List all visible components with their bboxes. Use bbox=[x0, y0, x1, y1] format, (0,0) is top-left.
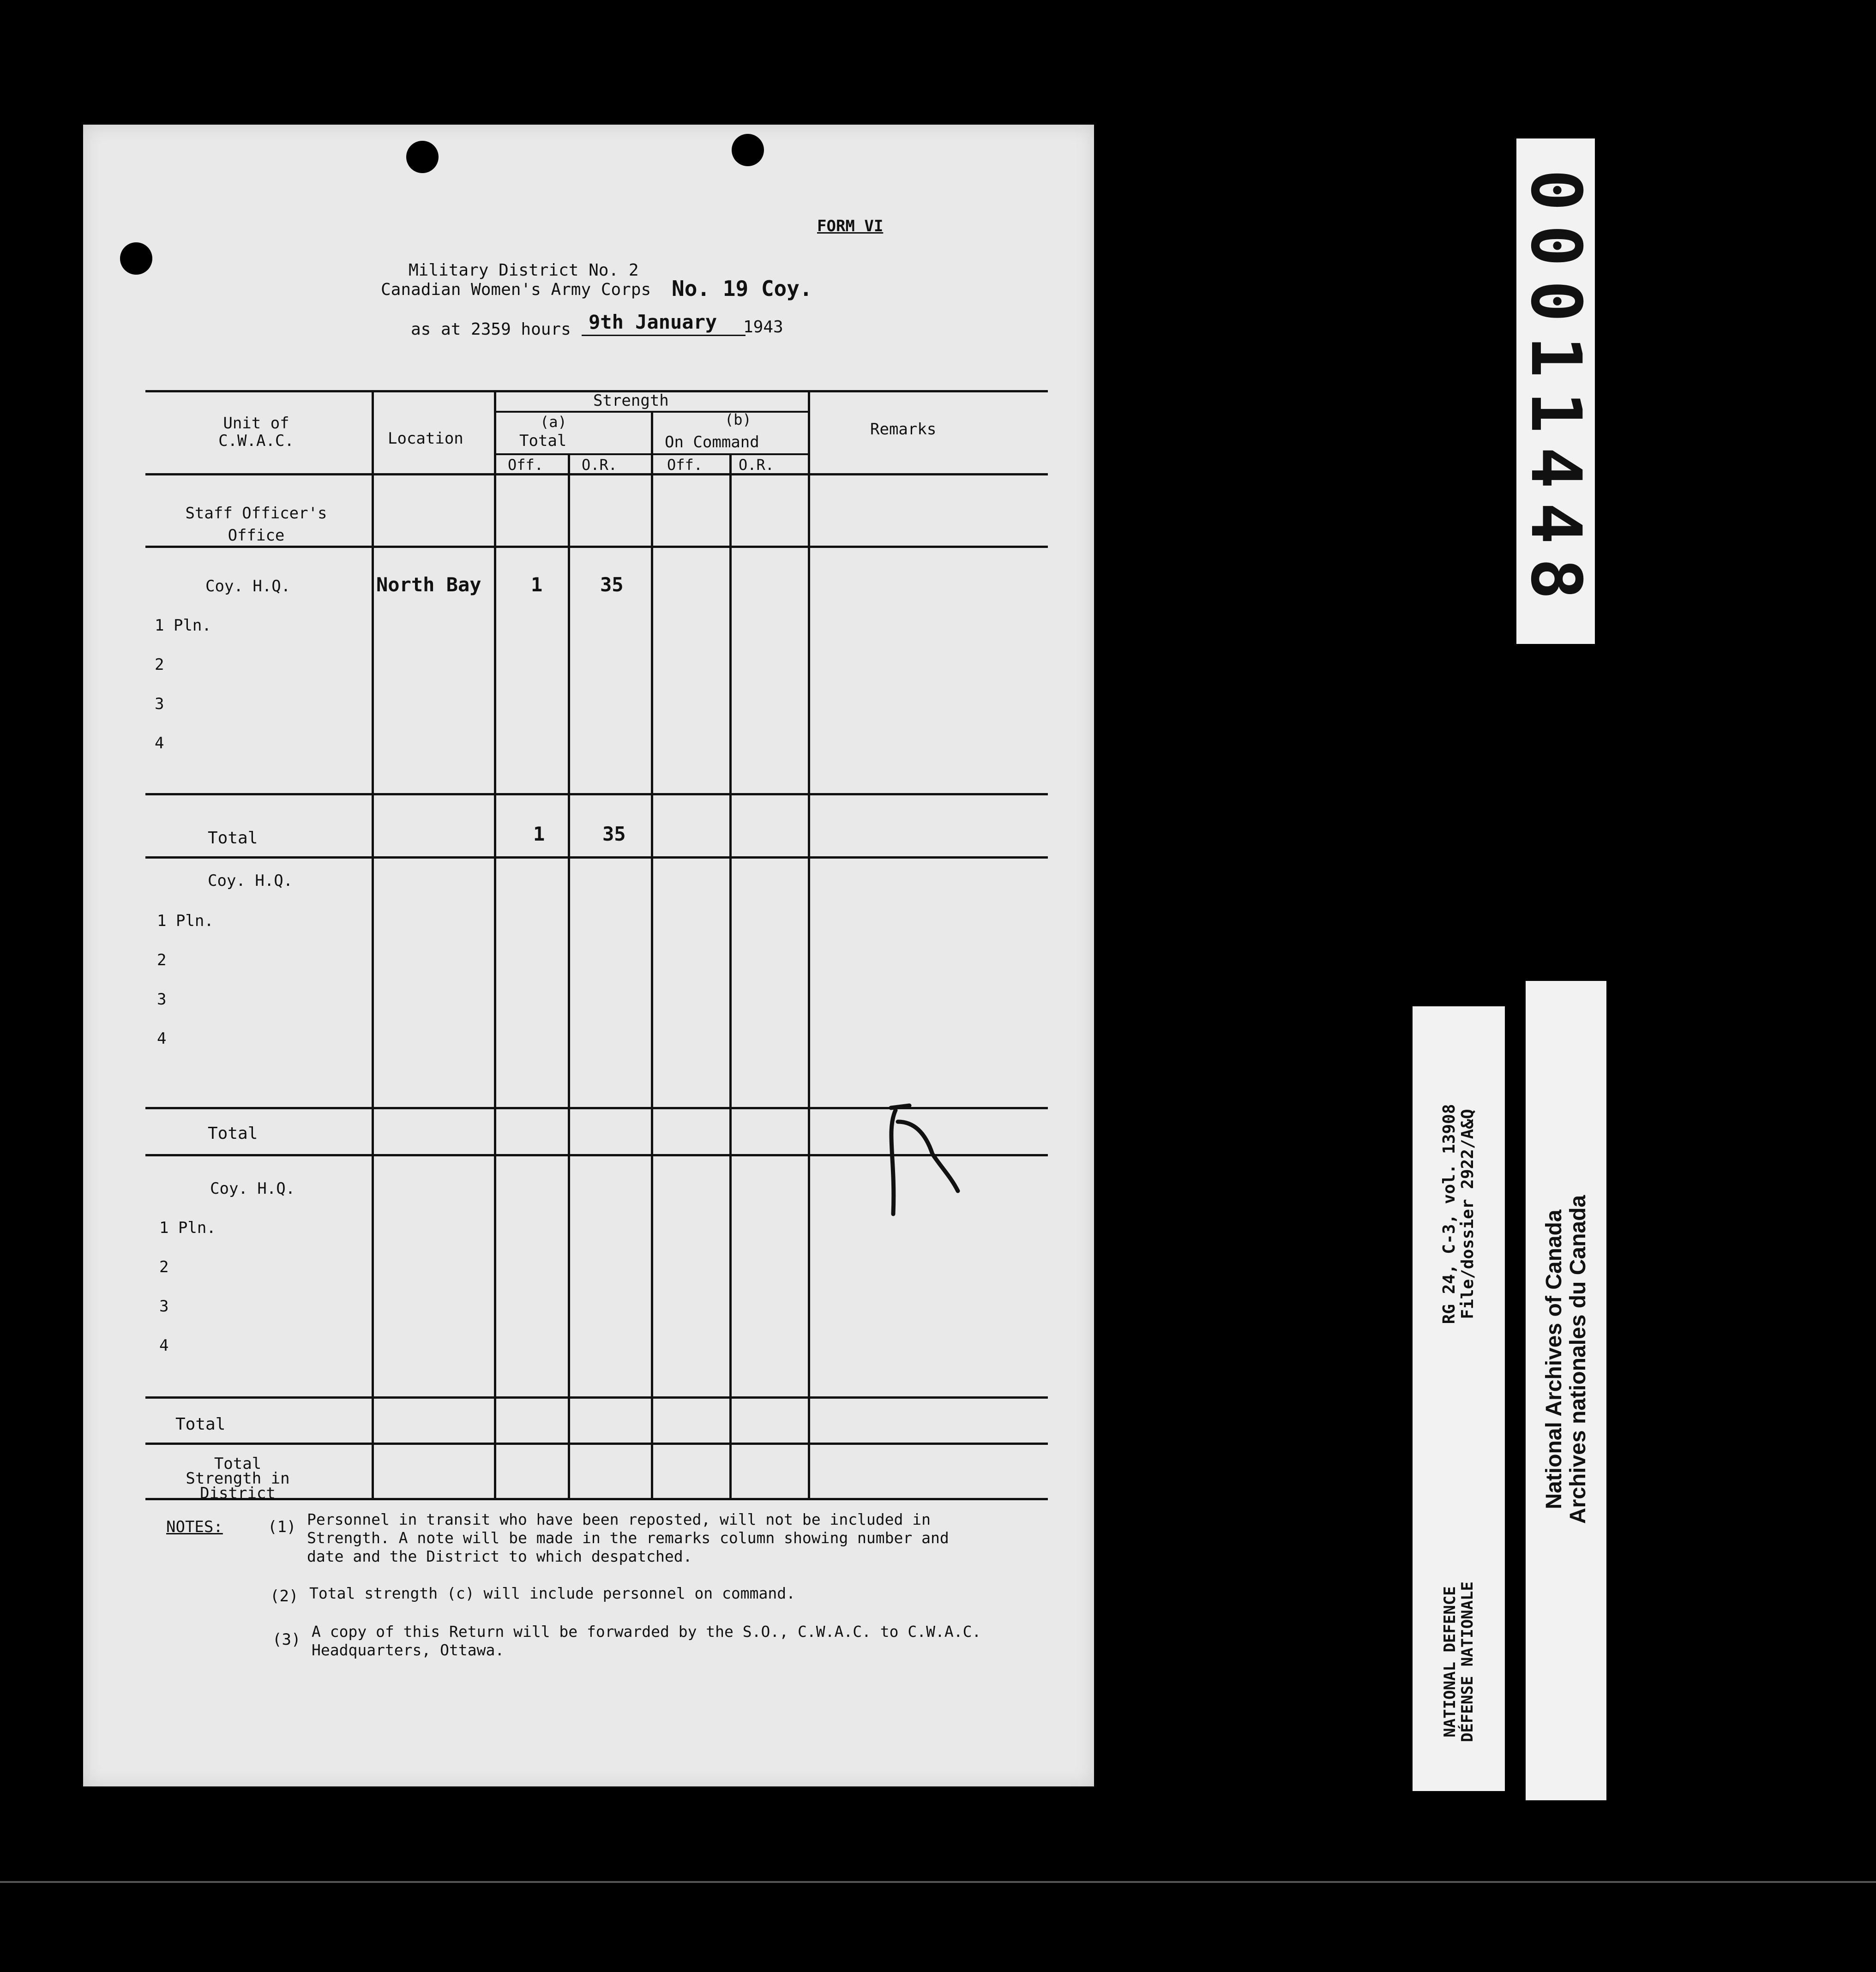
total-other-ranks: 35 bbox=[602, 823, 626, 845]
header-total: Total bbox=[519, 432, 567, 450]
note-number: (1) bbox=[268, 1518, 296, 1536]
location-cell: North Bay bbox=[376, 573, 481, 596]
grand-total-label: Total Strength in District bbox=[186, 1455, 290, 1503]
column-rule bbox=[568, 455, 570, 1500]
column-rule bbox=[494, 390, 496, 1500]
unit-row: 3 bbox=[159, 1297, 169, 1316]
section-total-label: Total bbox=[208, 829, 258, 848]
note-number: (2) bbox=[270, 1587, 299, 1605]
header-a: (a) bbox=[540, 413, 567, 431]
handwritten-mark bbox=[877, 1103, 969, 1223]
header-off-a: Off. bbox=[508, 456, 544, 474]
unit-row: Coy. H.Q. bbox=[210, 1179, 295, 1198]
unit-row: 1 Pln. bbox=[155, 616, 211, 635]
header-on-command: On Command bbox=[665, 433, 759, 451]
unit-row: 4 bbox=[159, 1336, 169, 1355]
unit-row: 1 Pln. bbox=[159, 1219, 216, 1237]
header-remarks: Remarks bbox=[870, 420, 937, 439]
reference-line: RG 24, C-3, vol. 13908 bbox=[1440, 1104, 1459, 1324]
hq-other-ranks: 35 bbox=[600, 573, 624, 596]
header-location: Location bbox=[388, 429, 463, 448]
section-total-label: Total bbox=[208, 1124, 258, 1143]
archives-text bbox=[1542, 1195, 1590, 1524]
punch-hole bbox=[406, 141, 439, 173]
archives-en: National Archives of Canada bbox=[1541, 1209, 1566, 1509]
header-off-b: Off. bbox=[667, 456, 703, 474]
document-page bbox=[83, 125, 1094, 1786]
punch-hole bbox=[120, 242, 152, 275]
unit-row: 1 Pln. bbox=[157, 912, 214, 930]
section-total-label: Total bbox=[175, 1415, 226, 1434]
note-line: A copy of this Return will be forwarded by the S.O., C.W.A.C. to C.W.A.C. bbox=[312, 1623, 981, 1641]
unit-row: 2 bbox=[155, 655, 164, 674]
note-line: date and the District to which despatched. bbox=[307, 1547, 692, 1565]
note-line: Headquarters, Ottawa. bbox=[312, 1641, 505, 1659]
notes-label: NOTES: bbox=[166, 1518, 223, 1536]
table-rule bbox=[145, 856, 1048, 859]
hq-officers: 1 bbox=[531, 573, 543, 596]
reel-number: 00011448 bbox=[1515, 169, 1596, 613]
total-officers: 1 bbox=[533, 823, 545, 845]
unit-row: 3 bbox=[155, 695, 164, 713]
unit-row: 4 bbox=[155, 734, 164, 752]
district-line: Military District No. 2 bbox=[409, 261, 639, 280]
department-en: NATIONAL DEFENCE bbox=[1441, 1586, 1459, 1738]
table-rule bbox=[145, 793, 1048, 795]
date-underline bbox=[582, 335, 746, 336]
unit-row: 2 bbox=[159, 1258, 169, 1276]
column-rule bbox=[808, 390, 810, 1500]
frame-edge bbox=[0, 1881, 1876, 1883]
staff-office-label: Staff Officer's Office bbox=[185, 504, 327, 545]
reel-number-strip bbox=[1516, 138, 1595, 644]
archives-fr: Archives nationales du Canada bbox=[1565, 1195, 1590, 1524]
note-number: (3) bbox=[272, 1630, 301, 1649]
corps-line: Canadian Women's Army Corps bbox=[381, 280, 651, 299]
reference-text bbox=[1440, 1104, 1477, 1324]
reference-line: File/dossier 2922/A&Q bbox=[1458, 1109, 1477, 1319]
report-date: 9th January bbox=[589, 311, 717, 333]
department-text bbox=[1441, 1581, 1476, 1742]
note-line: Personnel in transit who have been reposted, will not be included in bbox=[307, 1510, 931, 1528]
unit-row: 2 bbox=[157, 951, 167, 969]
header-or-b: O.R. bbox=[739, 456, 775, 474]
unit-row: Coy. H.Q. bbox=[205, 577, 291, 595]
reference-strip bbox=[1413, 1006, 1505, 1791]
as-at-prefix: as at 2359 hours bbox=[411, 320, 571, 339]
unit-row: 4 bbox=[157, 1029, 167, 1048]
department-fr: DÉFENSE NATIONALE bbox=[1458, 1581, 1477, 1742]
table-rule bbox=[145, 1443, 1048, 1445]
note-line: Total strength (c) will include personnel on command. bbox=[309, 1584, 795, 1602]
archives-strip bbox=[1526, 981, 1606, 1800]
column-rule bbox=[372, 390, 374, 1500]
column-rule bbox=[729, 455, 732, 1500]
punch-hole bbox=[732, 134, 764, 166]
column-rule bbox=[651, 411, 653, 1500]
header-unit: Unit of C.W.A.C. bbox=[218, 414, 294, 450]
header-strength: Strength bbox=[593, 391, 669, 410]
table-rule bbox=[145, 1396, 1048, 1399]
report-year: 1943 bbox=[743, 318, 783, 337]
form-number: FORM VI bbox=[817, 217, 884, 235]
unit-row: Coy. H.Q. bbox=[208, 872, 293, 890]
header-b: (b) bbox=[725, 411, 752, 428]
unit-row: 3 bbox=[157, 990, 167, 1009]
company-title: No. 19 Coy. bbox=[672, 276, 812, 301]
header-or-a: O.R. bbox=[582, 456, 618, 474]
note-line: Strength. A note will be made in the remarks column showing number and bbox=[307, 1529, 949, 1547]
